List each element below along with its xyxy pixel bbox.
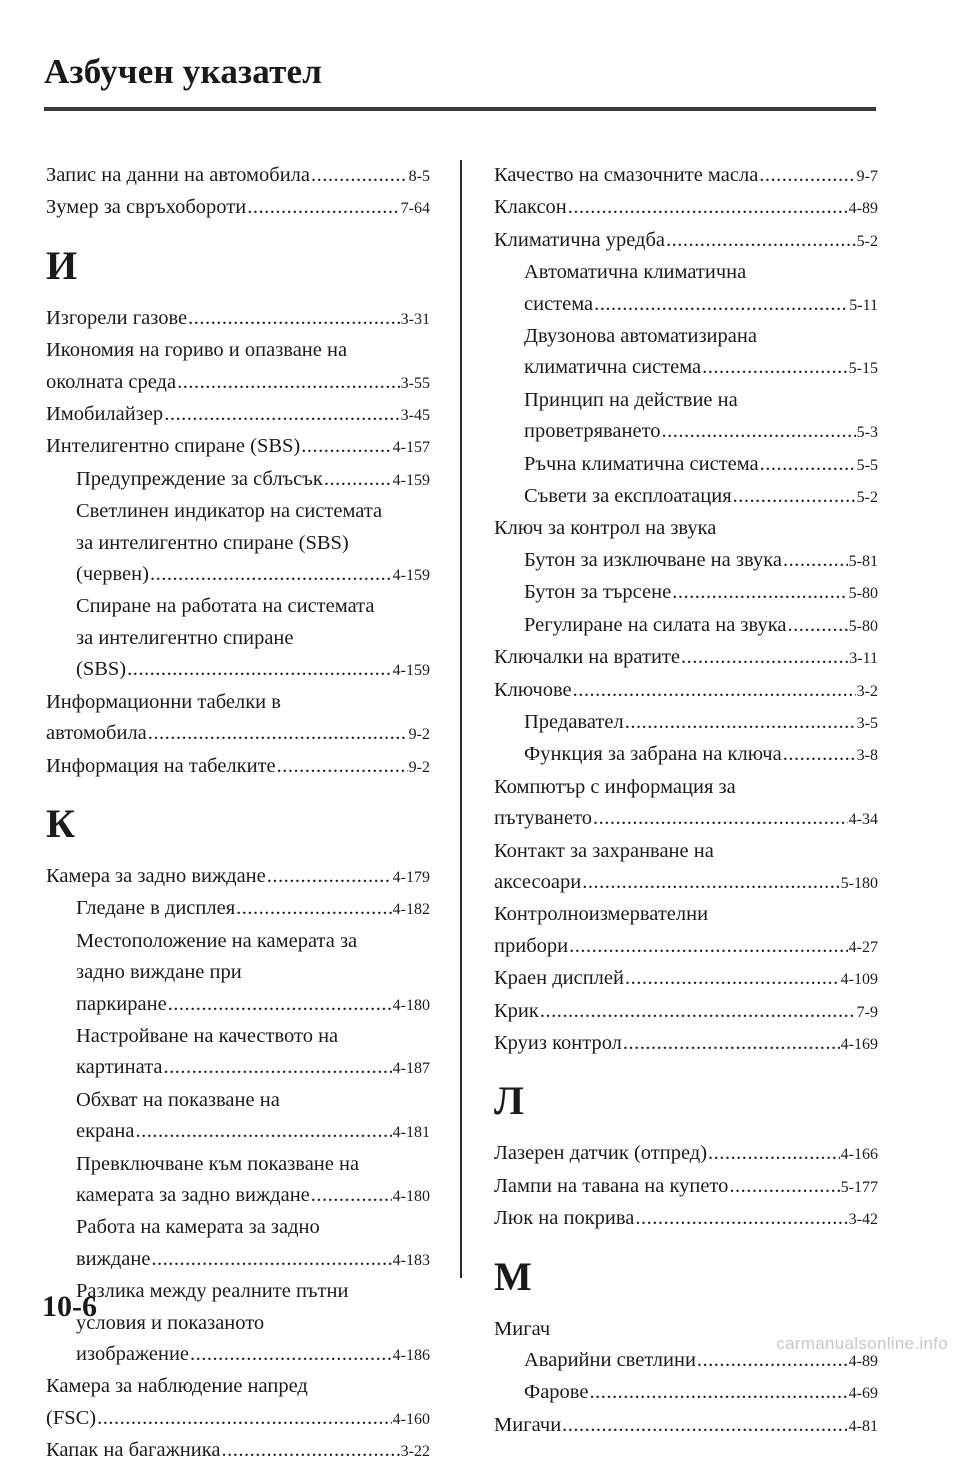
dot-leader xyxy=(759,160,855,191)
index-entry-page-ref: 3-31 xyxy=(400,310,430,328)
dot-leader xyxy=(783,545,848,576)
index-entry-text: Лампи на тавана на купето xyxy=(494,1174,729,1197)
dot-leader xyxy=(681,642,848,673)
index-entry-page-ref: 4-183 xyxy=(392,1251,430,1269)
index-entry xyxy=(46,751,430,783)
index-entry-text: Обхват на показване на xyxy=(76,1088,280,1111)
dot-leader xyxy=(593,803,848,834)
index-entry xyxy=(494,1203,878,1235)
index-entry-page-ref: 4-160 xyxy=(392,1410,430,1428)
index-entry-text: за интелигентно спиране xyxy=(76,626,294,649)
index-letter-heading: К xyxy=(46,800,76,846)
index-entry xyxy=(46,303,430,335)
index-entry-page-ref: 3-5 xyxy=(856,714,878,732)
index-entry-page-ref: 5-177 xyxy=(840,1178,878,1196)
index-entry-page-ref: 4-166 xyxy=(840,1146,878,1164)
index-entry xyxy=(494,160,878,192)
index-entry-text: Светлинен индикатор на системата xyxy=(76,500,383,523)
index-entry-page-ref: 8-5 xyxy=(408,168,430,185)
index-entry xyxy=(494,931,878,963)
index-entry-text: картината xyxy=(76,1056,163,1079)
index-entry-text: Принцип на действие на xyxy=(524,388,738,411)
header-divider xyxy=(44,107,876,111)
index-entry-text: автомобила xyxy=(46,722,147,745)
index-letter-heading: М xyxy=(494,1253,532,1299)
dot-leader xyxy=(708,1138,840,1169)
index-entry xyxy=(494,963,878,995)
index-entry xyxy=(494,1138,878,1170)
index-entry-page-ref: 4-159 xyxy=(392,471,430,489)
index-entry-text: Крик xyxy=(494,999,539,1022)
index-entry xyxy=(46,431,430,463)
dot-leader xyxy=(569,931,848,962)
index-entry-text: Компютър с информация за xyxy=(494,775,736,798)
index-entry-text: камерата за задно виждане xyxy=(76,1183,310,1206)
index-entry-page-ref: 3-42 xyxy=(848,1211,878,1229)
index-entry-text: Аварийни светлини xyxy=(524,1349,696,1371)
index-entry-page-ref: 9-2 xyxy=(408,758,430,776)
index-entry-text: Функция за забрана на ключа xyxy=(524,743,782,766)
index-entry-text: Контакт за захранване на xyxy=(494,839,714,862)
index-subentry xyxy=(46,893,430,925)
dot-leader xyxy=(729,1171,839,1202)
index-entry-page-ref: 3-2 xyxy=(856,682,878,700)
index-entry-text: Лазерен датчик (отпред) xyxy=(494,1142,708,1165)
index-entry-text: Люк на покрива xyxy=(494,1207,635,1230)
index-entry xyxy=(494,675,878,707)
index-entry-text: Интелигентно спиране (SBS) xyxy=(46,435,301,458)
index-entry-text: Превключване към показване на xyxy=(76,1152,360,1175)
index-subentry xyxy=(494,577,878,609)
index-subentry xyxy=(494,385,878,416)
index-entry-page-ref: 9-2 xyxy=(408,726,430,744)
index-entry-page-ref: 4-159 xyxy=(392,662,430,680)
index-entry-text: проветряването xyxy=(524,420,661,443)
index-entry-text: (червен) xyxy=(76,563,149,586)
index-entry-page-ref: 7-9 xyxy=(856,1003,878,1021)
index-entry-text: Зумер за свръхобороти xyxy=(46,196,247,219)
index-entry xyxy=(46,367,430,399)
index-column-right xyxy=(494,160,878,1442)
dot-leader xyxy=(573,675,856,706)
index-entry xyxy=(46,335,430,366)
index-entry-text: Климатична уредба xyxy=(494,228,665,251)
dot-leader xyxy=(582,867,839,898)
index-subentry xyxy=(46,1085,430,1116)
dot-leader xyxy=(783,739,856,770)
index-entry-text: аксесоари xyxy=(494,870,582,893)
dot-leader xyxy=(190,1339,392,1370)
index-entry xyxy=(46,718,430,750)
index-entry-text: Контролноизмервателни xyxy=(494,903,709,926)
index-entry-text: Информационни табелки в xyxy=(46,690,281,713)
index-entry-page-ref: 3-45 xyxy=(400,407,430,425)
index-entry-page-ref: 5-180 xyxy=(840,874,878,892)
index-entry-page-ref: 4-186 xyxy=(392,1347,430,1364)
index-entry-text: Икономия на гориво и опазване на xyxy=(46,339,348,362)
index-subentry xyxy=(46,528,430,559)
dot-leader xyxy=(324,464,392,495)
index-entry xyxy=(494,836,878,867)
dot-leader xyxy=(301,431,391,462)
index-entry-page-ref: 7-64 xyxy=(400,200,430,218)
dot-leader xyxy=(188,303,400,334)
index-entry xyxy=(46,1371,430,1402)
index-entry xyxy=(494,225,878,257)
index-entry-text: прибори xyxy=(494,934,569,957)
index-entry-page-ref: 4-181 xyxy=(392,1124,430,1142)
index-subentry xyxy=(46,1149,430,1180)
index-entry-page-ref: 3-8 xyxy=(856,747,878,765)
index-subentry xyxy=(494,449,878,481)
dot-leader xyxy=(788,610,848,641)
index-entry-text: Работа на камерата за задно xyxy=(76,1216,320,1239)
index-entry-text: Информация на табелките xyxy=(46,754,276,777)
index-entry-text: Круиз контрол xyxy=(494,1031,622,1054)
index-subentry xyxy=(46,1180,430,1212)
index-subentry xyxy=(46,1021,430,1052)
index-entry xyxy=(494,642,878,674)
index-entry-page-ref: 4-157 xyxy=(392,439,430,457)
dot-leader xyxy=(672,577,847,608)
dot-leader xyxy=(97,1403,392,1434)
dot-leader xyxy=(148,718,408,749)
dot-leader xyxy=(311,1180,392,1211)
index-entry xyxy=(46,1403,430,1435)
index-entry-page-ref: 4-81 xyxy=(848,1417,878,1435)
index-entry-text: Ключове xyxy=(494,678,572,701)
index-entry-text: Двузонова автоматизирана xyxy=(524,325,757,348)
index-entry-text: (FSC) xyxy=(46,1406,97,1429)
index-letter-heading: Л xyxy=(494,1078,524,1124)
index-entry-page-ref: 5-5 xyxy=(856,456,878,474)
index-entry xyxy=(46,399,430,431)
index-entry xyxy=(494,1410,878,1442)
index-subentry xyxy=(494,545,878,577)
index-subentry xyxy=(494,610,878,642)
dot-leader xyxy=(568,192,848,223)
index-entry-page-ref: 5-80 xyxy=(848,617,878,635)
index-entry-text: Бутон за търсене xyxy=(524,581,672,604)
index-entry-text: паркиране xyxy=(76,992,167,1015)
index-subentry xyxy=(46,623,430,654)
dot-leader xyxy=(311,160,408,191)
index-entry-text: Капак на багажника xyxy=(46,1439,221,1462)
index-entry xyxy=(494,513,878,544)
index-entry-page-ref: 5-11 xyxy=(849,296,878,314)
dot-leader xyxy=(625,963,840,994)
index-letter-heading: И xyxy=(46,242,78,288)
index-entry-text: Бутон за изключване на звука xyxy=(524,548,782,571)
watermark-text: carmanualsonline.info xyxy=(776,1334,948,1353)
index-entry-text: екрана xyxy=(76,1120,135,1143)
index-entry-page-ref: 5-3 xyxy=(856,424,878,442)
index-subentry xyxy=(494,739,878,771)
index-entry-text: Фарове xyxy=(524,1381,589,1404)
page-number: 10-6 xyxy=(42,1290,97,1323)
index-entry xyxy=(494,899,878,930)
dot-leader xyxy=(594,289,848,320)
index-entry xyxy=(494,192,878,224)
index-subentry xyxy=(46,1339,430,1371)
page-header-title: Азбучен указател xyxy=(44,52,323,91)
index-entry-text: Съвети за експлоатация xyxy=(524,485,732,508)
index-subentry xyxy=(46,926,430,957)
index-subentry xyxy=(46,1212,430,1243)
dot-leader xyxy=(151,1244,391,1275)
dot-leader xyxy=(662,416,856,447)
dot-leader xyxy=(267,861,392,892)
dot-leader xyxy=(164,1052,392,1083)
index-entry-page-ref: 4-34 xyxy=(848,811,878,829)
index-entry-text: Регулиране на силата на звука xyxy=(524,613,787,636)
index-entry-page-ref: 4-89 xyxy=(848,1353,878,1370)
index-subentry xyxy=(494,707,878,739)
index-subentry xyxy=(46,654,430,686)
index-entry-page-ref: 3-55 xyxy=(400,374,430,392)
index-subentry xyxy=(46,1308,430,1339)
index-entry-text: околната среда xyxy=(46,370,177,393)
dot-leader xyxy=(168,989,392,1020)
index-entry-text: Гледане в дисплея xyxy=(76,897,236,920)
index-entry-text: Ключ за контрол на звука xyxy=(494,517,717,540)
index-entry-text: задно виждане при xyxy=(76,961,242,984)
index-entry xyxy=(494,1028,878,1060)
dot-leader xyxy=(733,481,856,512)
dot-leader xyxy=(666,225,856,256)
index-entry xyxy=(494,1171,878,1203)
dot-leader xyxy=(562,1410,848,1441)
index-entry-text: Местоположение на камерата за xyxy=(76,929,358,952)
index-entry-text: Автоматична климатична xyxy=(524,261,747,284)
index-subentry xyxy=(46,1276,430,1307)
index-subentry xyxy=(46,957,430,988)
index-entry-page-ref: 5-80 xyxy=(848,585,878,603)
index-entry-text: пътуването xyxy=(494,807,593,830)
index-entry-text: климатична система xyxy=(524,356,702,379)
dot-leader xyxy=(589,1377,847,1408)
index-entry-text: Камера за наблюдение напред xyxy=(46,1375,308,1398)
index-entry xyxy=(46,160,430,192)
column-divider xyxy=(460,160,462,1278)
dot-leader xyxy=(623,1028,840,1059)
index-entry-text: Разлика между реалните пътни xyxy=(76,1280,349,1303)
index-entry-page-ref: 4-182 xyxy=(392,901,430,919)
index-subentry xyxy=(494,1377,878,1409)
index-entry-page-ref: 3-11 xyxy=(849,650,878,668)
index-entry xyxy=(46,192,430,224)
dot-leader xyxy=(221,1435,399,1466)
index-subentry xyxy=(46,989,430,1021)
index-subentry xyxy=(46,464,430,496)
index-entry xyxy=(494,996,878,1028)
index-subentry xyxy=(46,1244,430,1276)
dot-leader xyxy=(760,449,856,480)
dot-leader xyxy=(135,1116,391,1147)
index-entry-text: (SBS) xyxy=(76,658,127,681)
index-column-left xyxy=(46,160,430,1468)
dot-leader xyxy=(625,707,856,738)
index-subentry xyxy=(46,591,430,622)
index-entry xyxy=(46,1435,430,1467)
index-entry-text: Спиране на работата на системата xyxy=(76,595,375,618)
dot-leader xyxy=(277,751,408,782)
index-subentry xyxy=(46,1052,430,1084)
index-entry-text: Ръчна климатична система xyxy=(524,452,759,475)
dot-leader xyxy=(236,893,392,924)
index-entry xyxy=(494,867,878,899)
index-entry-page-ref: 4-180 xyxy=(392,1187,430,1205)
index-subentry xyxy=(494,257,878,288)
index-entry-page-ref: 9-7 xyxy=(856,168,878,185)
index-entry-text: система xyxy=(524,292,594,315)
index-entry-text: Качество на смазочните масла xyxy=(494,164,759,186)
index-entry-text: изображение xyxy=(76,1343,190,1365)
index-entry-text: условия и показаното xyxy=(76,1311,265,1334)
index-entry-text: виждане xyxy=(76,1247,151,1270)
index-entry-text: Имобилайзер xyxy=(46,403,164,426)
dot-leader xyxy=(164,399,399,430)
index-subentry xyxy=(46,1116,430,1148)
index-subentry xyxy=(494,481,878,513)
index-entry-page-ref: 4-89 xyxy=(848,200,878,218)
index-entry-text: Изгорели газове xyxy=(46,306,188,329)
dot-leader xyxy=(540,996,856,1027)
index-entry-text: Камера за задно виждане xyxy=(46,864,266,887)
index-entry-text: Краен дисплей xyxy=(494,967,624,990)
dot-leader xyxy=(127,654,392,685)
index-entry-page-ref: 4-180 xyxy=(392,996,430,1014)
index-subentry xyxy=(46,559,430,591)
index-entry xyxy=(46,687,430,718)
index-entry-page-ref: 4-169 xyxy=(840,1035,878,1053)
index-entry-text: за интелигентно спиране (SBS) xyxy=(76,531,349,554)
dot-leader xyxy=(247,192,399,223)
index-entry-page-ref: 5-2 xyxy=(856,489,878,507)
index-entry-text: Предавател xyxy=(524,710,624,733)
index-entry-text: Предупреждение за сблъсък xyxy=(76,467,323,490)
dot-leader xyxy=(150,559,392,590)
index-entry-page-ref: 4-179 xyxy=(392,868,430,886)
index-entry-text: Запис на данни на автомобила xyxy=(46,164,310,186)
index-entry-page-ref: 4-27 xyxy=(848,938,878,956)
index-entry-text: Клаксон xyxy=(494,196,567,219)
dot-leader xyxy=(635,1203,847,1234)
index-entry-page-ref: 4-187 xyxy=(392,1060,430,1078)
dot-leader xyxy=(702,352,848,383)
index-entry-page-ref: 5-2 xyxy=(856,232,878,250)
index-subentry xyxy=(46,496,430,527)
index-entry xyxy=(494,803,878,835)
index-entry xyxy=(494,772,878,803)
index-subentry xyxy=(494,321,878,352)
index-subentry xyxy=(494,352,878,384)
index-entry-page-ref: 4-159 xyxy=(392,567,430,585)
index-entry xyxy=(46,861,430,893)
index-subentry xyxy=(494,416,878,448)
dot-leader xyxy=(177,367,400,398)
index-entry-page-ref: 5-81 xyxy=(848,552,878,570)
index-entry-page-ref: 5-15 xyxy=(848,360,878,378)
index-entry-text: Мигач xyxy=(494,1317,551,1340)
index-subentry xyxy=(494,289,878,321)
index-entry-text: Ключалки на вратите xyxy=(494,646,680,669)
index-entry-text: Мигачи xyxy=(494,1413,562,1436)
index-entry-page-ref: 3-22 xyxy=(400,1443,430,1461)
index-entry-page-ref: 4-109 xyxy=(840,971,878,989)
index-entry-page-ref: 4-69 xyxy=(848,1385,878,1403)
index-entry-text: Настройване на качеството на xyxy=(76,1024,339,1047)
